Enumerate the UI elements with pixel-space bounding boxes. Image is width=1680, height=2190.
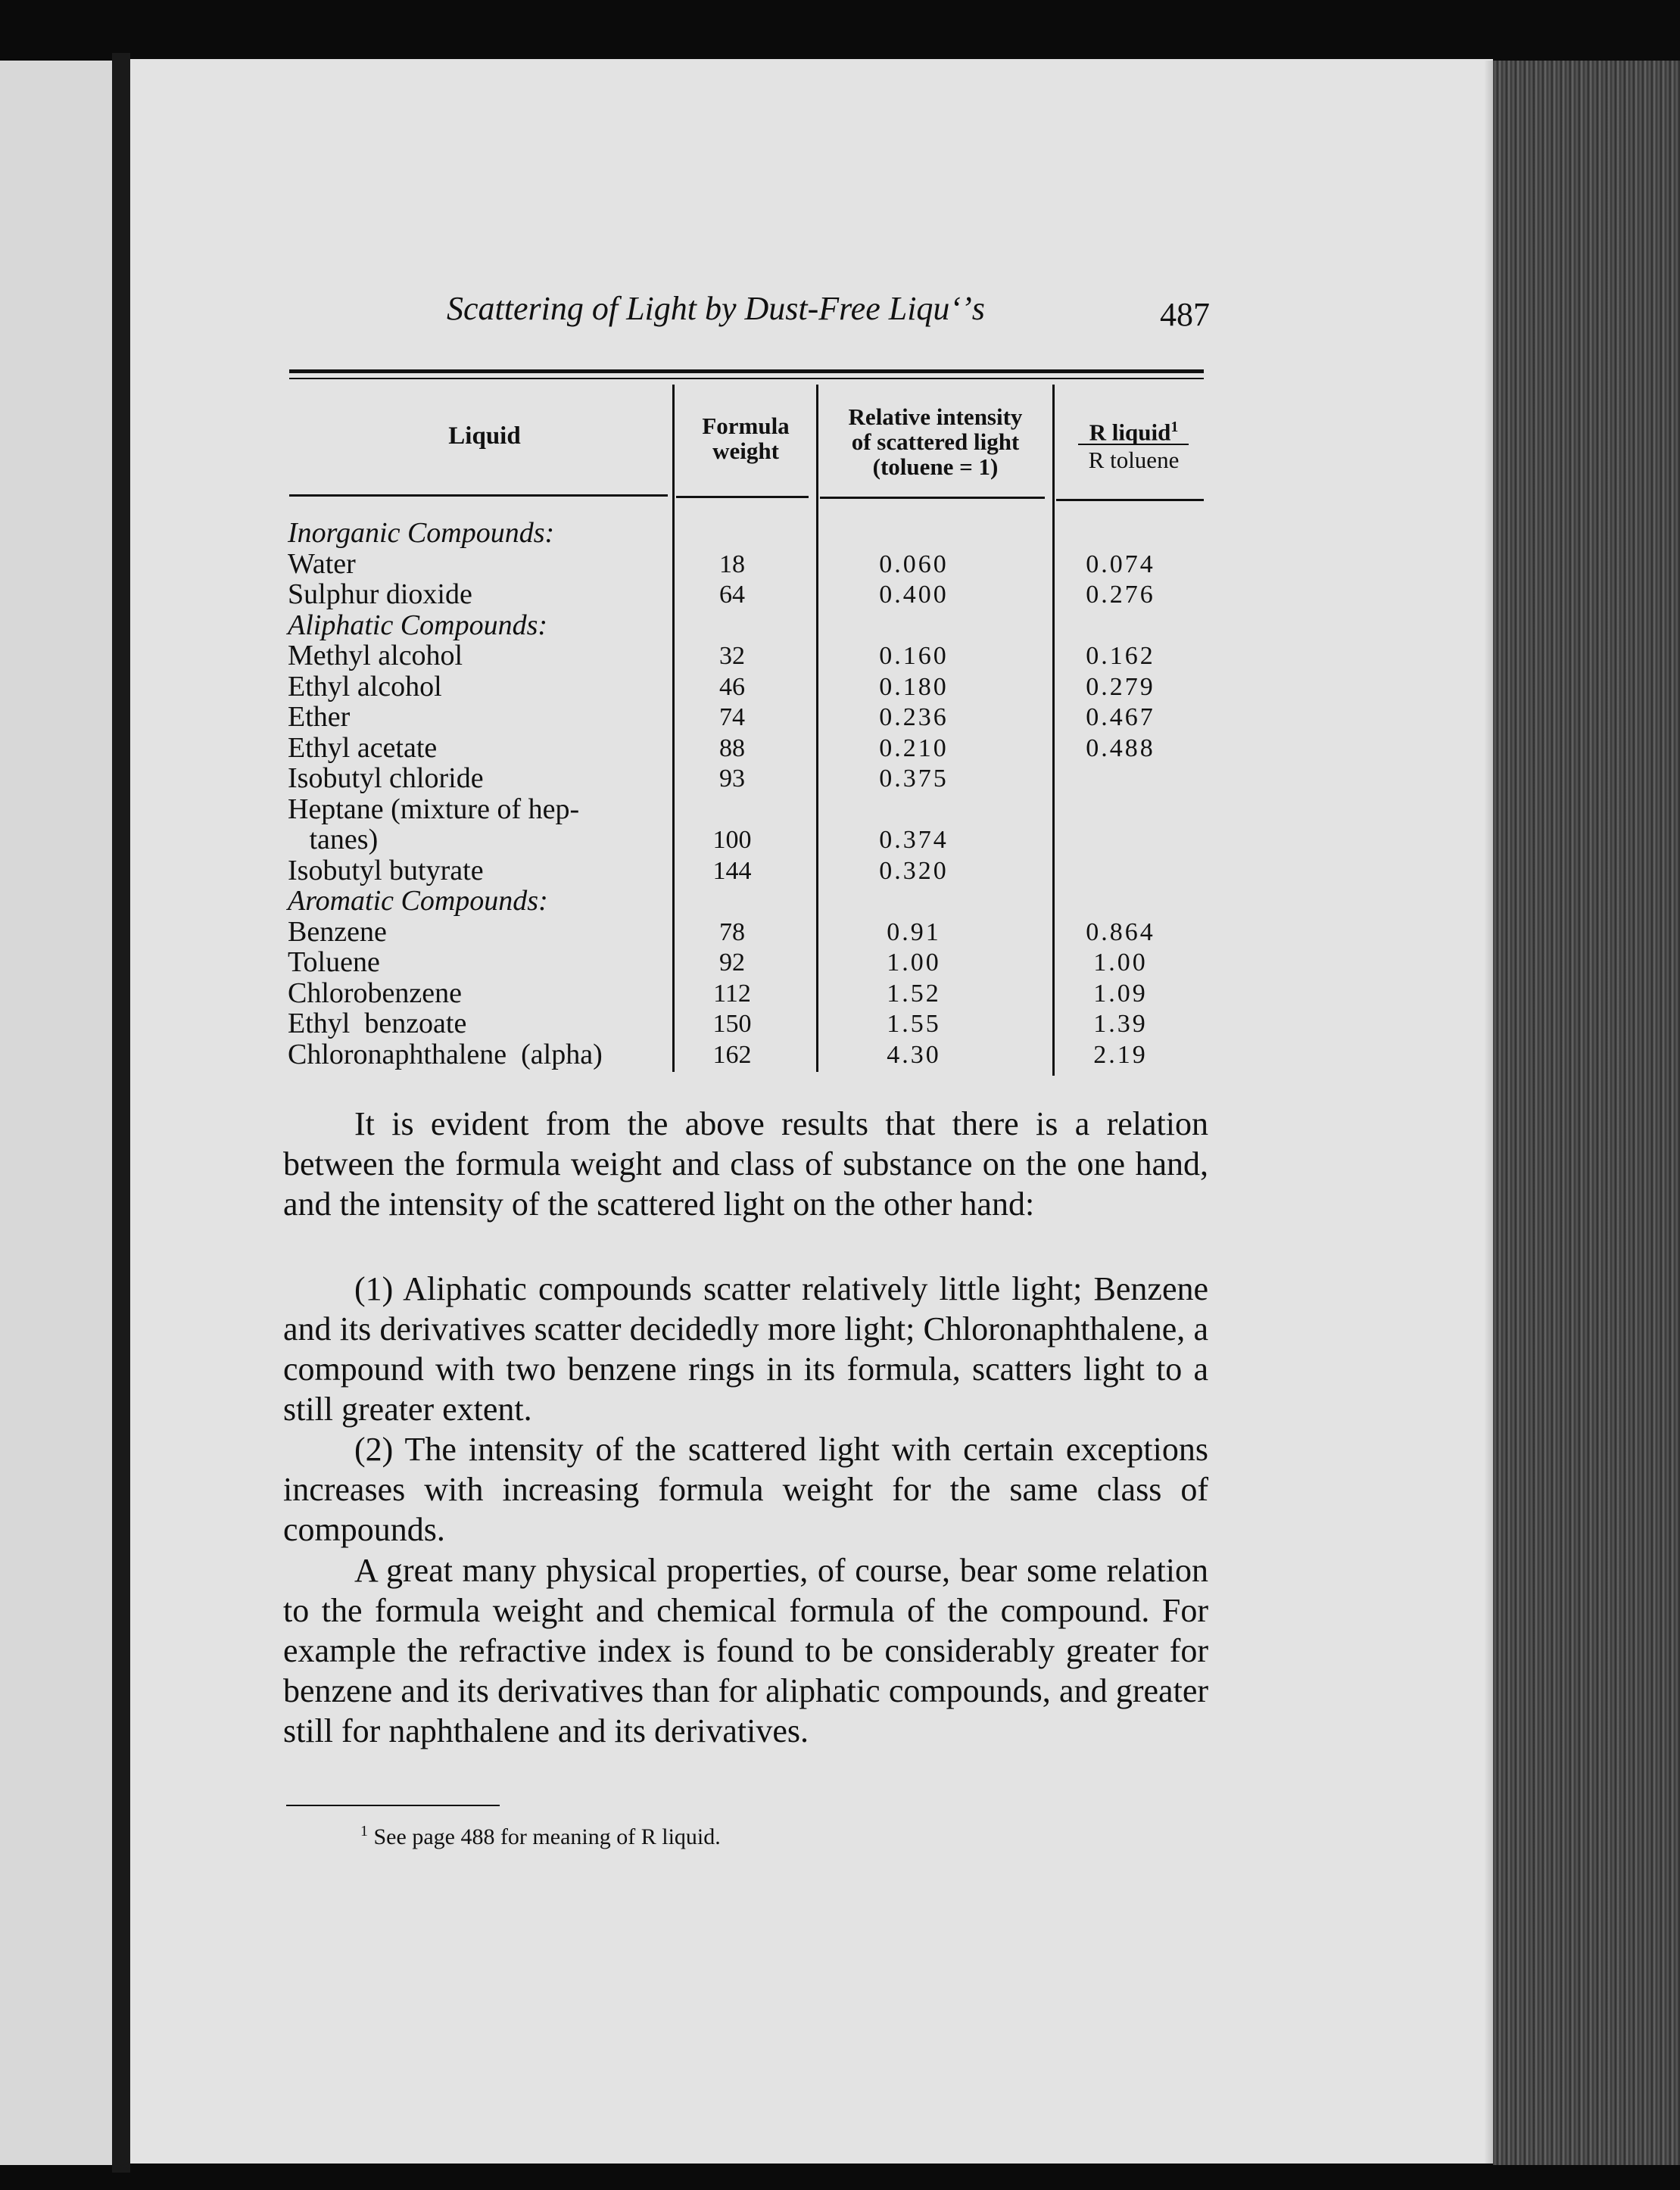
ratio-cell: 0.864 (1086, 917, 1155, 946)
liquid-cell: Ethyl benzoate (288, 1008, 467, 1039)
liquid-cell: Water (288, 547, 356, 580)
footnote-marker: 1 (360, 1823, 368, 1840)
formula-weight-cell: 93 (719, 765, 745, 793)
footnote-text: See page 488 for meaning of R liquid. (373, 1824, 721, 1849)
liquid-cell: Methyl alcohol (288, 640, 463, 671)
column-header-relative-intensity (820, 404, 1051, 479)
paragraph-1: It is evident from the above results that there is a relation between the formula weight and class of substance on the one hand, and the intensity of the scattered light on the other hand: (283, 1105, 1208, 1223)
table-top-rule (289, 369, 1204, 373)
column-header-intensity-line3: (toluene = 1) (872, 453, 999, 480)
intensity-cell: 0.060 (879, 550, 949, 578)
intensity-cell: 0.236 (879, 703, 949, 731)
ratio-cell: 2.19 (1093, 1040, 1148, 1069)
paragraph-3: (2) The intensity of the scattered light with certain exceptions increases with increasing formula weight for the same class of compounds. (283, 1431, 1208, 1548)
formula-weight-cell: 112 (713, 979, 751, 1008)
book-gutter (112, 53, 130, 2173)
table-row (288, 824, 1219, 855)
intensity-cell: 0.320 (879, 856, 949, 885)
ratio-cell: 0.467 (1086, 703, 1155, 731)
ratio-cell: 1.39 (1093, 1010, 1148, 1038)
liquid-cell: Heptane (mixture of hep- (288, 793, 580, 825)
table-row (288, 640, 1219, 671)
paragraph-2: (1) Aliphatic compounds scatter relatively little light; Benzene and its derivatives scatter decidedly more light; Chloronaphthalene, a compound with two benzene rings in its formula, scatters light to a still greater extent. (283, 1270, 1208, 1428)
intensity-cell: 0.91 (887, 917, 941, 946)
category-label: Aliphatic Compounds: (288, 609, 548, 641)
table-row (288, 794, 1219, 825)
formula-weight-cell: 100 (712, 826, 752, 854)
table-row (288, 978, 1219, 1009)
liquid-cell: tanes) (288, 824, 379, 855)
table-row (288, 671, 1219, 702)
formula-weight-cell: 78 (719, 917, 745, 946)
footnote-rule (286, 1805, 500, 1806)
column-header-formula-weight-line1: Formula (702, 413, 790, 439)
formula-weight-cell: 144 (712, 856, 752, 885)
header-underline-weight (676, 496, 809, 498)
table-category-row (288, 518, 1219, 549)
intensity-cell: 0.180 (879, 672, 949, 701)
formula-weight-cell: 150 (712, 1010, 752, 1038)
column-header-r-ratio (1056, 415, 1211, 472)
liquid-cell: Toluene (288, 946, 380, 978)
table-row (288, 1008, 1219, 1039)
ratio-cell: 0.074 (1086, 550, 1155, 578)
table-row (288, 733, 1219, 764)
liquid-cell: Chloronaphthalene (alpha) (288, 1038, 603, 1070)
liquid-cell: Isobutyl chloride (288, 762, 484, 794)
liquid-cell: Ethyl alcohol (288, 670, 442, 702)
table-row (288, 855, 1219, 886)
header-underline-ratio (1056, 499, 1204, 501)
category-label: Inorganic Compounds: (288, 517, 555, 549)
footnote-marker: 1 (1170, 419, 1179, 435)
category-label: Aromatic Compounds: (288, 885, 548, 917)
paragraph-4: A great many physical properties, of course, bear some relation to the formula weight and chemical formula of the compound. For example the refractive index is found to be considerably greater for benzene and its derivatives than for aliphatic compounds, and greater still for naphthalene and its derivatives. (283, 1552, 1208, 1749)
intensity-cell: 0.374 (879, 826, 949, 854)
formula-weight-cell: 32 (719, 642, 745, 670)
footnote (360, 1823, 721, 1850)
intensity-cell: 0.375 (879, 765, 949, 793)
running-title: Scattering of Light by Dust-Free Liquʻʼs (447, 290, 985, 327)
ratio-cell: 1.09 (1093, 979, 1148, 1008)
formula-weight-cell: 46 (719, 672, 745, 701)
ratio-cell: 0.279 (1086, 672, 1155, 701)
table-row (288, 947, 1219, 978)
ratio-cell: 0.162 (1086, 642, 1155, 670)
liquid-cell: Ethyl acetate (288, 731, 438, 764)
table-row (288, 702, 1219, 733)
table-category-row (288, 610, 1219, 641)
intensity-cell: 4.30 (887, 1040, 941, 1069)
column-header-r-toluene: R toluene (1088, 447, 1180, 474)
ratio-cell: 0.488 (1086, 734, 1155, 762)
table-row (288, 549, 1219, 580)
column-header-formula-weight-line2: weight (712, 438, 779, 464)
liquid-cell: Ether (288, 701, 351, 733)
formula-weight-cell: 74 (719, 703, 745, 731)
liquid-cell: Benzene (288, 915, 387, 948)
liquid-cell: Isobutyl butyrate (288, 854, 484, 886)
liquid-cell: Chlorobenzene (288, 977, 463, 1009)
page-number: 487 (1160, 296, 1210, 333)
column-header-r-liquid: R liquid$^1$ (1089, 419, 1179, 446)
left-page (0, 61, 112, 2165)
table-row (288, 1039, 1219, 1070)
table-row (288, 917, 1219, 948)
column-header-liquid: Liquid (448, 422, 521, 450)
intensity-cell: 0.160 (879, 642, 949, 670)
intensity-cell: 1.00 (887, 949, 941, 977)
formula-weight-cell: 162 (712, 1040, 752, 1069)
column-header-intensity-line1: Relative intensity (848, 403, 1023, 430)
table-row (288, 579, 1219, 610)
intensity-cell: 1.52 (887, 979, 941, 1008)
header-underline-liquid (289, 494, 668, 497)
page-edges (1493, 61, 1680, 2165)
intensity-cell: 0.400 (879, 581, 949, 609)
formula-weight-cell: 18 (719, 550, 745, 578)
formula-weight-cell: 92 (719, 949, 745, 977)
header-underline-intensity (820, 497, 1045, 499)
intensity-cell: 1.55 (887, 1010, 941, 1038)
ratio-cell: 1.00 (1093, 949, 1148, 977)
column-header-intensity-line2: of scattered light (851, 428, 1020, 455)
liquid-cell: Sulphur dioxide (288, 578, 472, 610)
ratio-cell: 0.276 (1086, 581, 1155, 609)
table-row (288, 763, 1219, 794)
column-header-formula-weight (678, 413, 814, 463)
formula-weight-cell: 64 (719, 581, 745, 609)
table-top-rule-thin (289, 378, 1204, 379)
formula-weight-cell: 88 (719, 734, 745, 762)
table-category-row (288, 886, 1219, 917)
intensity-cell: 0.210 (879, 734, 949, 762)
